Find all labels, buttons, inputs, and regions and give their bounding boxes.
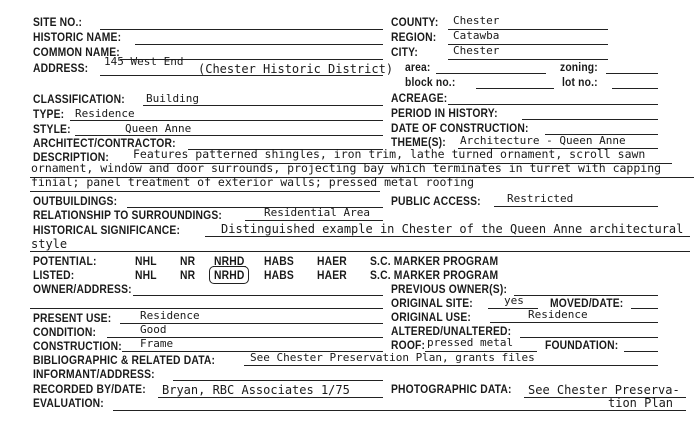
original-use-label: ORIGINAL USE: xyxy=(391,310,472,324)
public-access-label: PUBLIC ACCESS: xyxy=(391,194,481,208)
listed-label: LISTED: xyxy=(33,268,75,282)
photographic-label: PHOTOGRAPHIC DATA: xyxy=(391,382,512,396)
architect-label: ARCHITECT/CONTRACTOR: xyxy=(33,136,176,150)
present-use-label: PRESENT USE: xyxy=(33,311,112,325)
classification-line xyxy=(143,105,383,106)
potential-habs: HABS xyxy=(264,254,294,268)
bibliographic-value: See Chester Preservation Plan, grants files xyxy=(250,351,535,364)
bibliographic-label: BIBLIOGRAPHIC & RELATED DATA: xyxy=(33,353,216,367)
photographic-value-line-1: See Chester Preserva- xyxy=(528,383,680,397)
address-value: 145 West End xyxy=(104,55,184,68)
owner-address-label: OWNER/ADDRESS: xyxy=(33,282,132,296)
public-access-value: Restricted xyxy=(507,192,574,205)
address-line xyxy=(100,75,383,76)
site-no-line xyxy=(100,29,383,30)
construction-value: Frame xyxy=(140,337,174,350)
period-line xyxy=(522,119,658,120)
original-use-value: Residence xyxy=(528,308,588,321)
site-no-label: SITE NO.: xyxy=(33,15,83,29)
nrhd-circle-mark xyxy=(209,266,249,284)
listed-nrhd: NRHD xyxy=(214,268,245,282)
present-use-value: Residence xyxy=(140,309,200,322)
potential-label: POTENTIAL: xyxy=(33,254,97,268)
recorded-label: RECORDED BY/DATE: xyxy=(33,382,146,396)
roof-label: ROOF: xyxy=(391,338,426,352)
block-no-line xyxy=(476,88,554,89)
condition-value: Good xyxy=(140,323,167,336)
potential-nrhd: NRHD xyxy=(214,254,245,268)
historical-rule-2 xyxy=(30,251,690,252)
style-value: Queen Anne xyxy=(125,122,192,135)
potential-nr: NR xyxy=(180,254,196,268)
area-line xyxy=(436,73,546,74)
description-line-2: ornament, window and door surrounds, projecting bay which terminates in turret with capping xyxy=(31,161,662,175)
type-label: TYPE: xyxy=(33,107,65,121)
foundation-line xyxy=(624,351,658,352)
date-construction-label: DATE OF CONSTRUCTION: xyxy=(391,121,529,135)
potential-haer: HAER xyxy=(317,254,347,268)
recorded-line xyxy=(158,397,383,398)
period-label: PERIOD IN HISTORY: xyxy=(391,106,498,120)
original-use-line xyxy=(490,322,658,323)
original-site-value: yes xyxy=(504,294,524,307)
classification-value: Building xyxy=(146,92,199,105)
address-district: (Chester Historic District) xyxy=(198,62,394,76)
description-label: DESCRIPTION: xyxy=(33,150,110,164)
classification-label: CLASSIFICATION: xyxy=(33,92,125,106)
original-site-label: ORIGINAL SITE: xyxy=(391,296,473,310)
roof-value: pressed metal xyxy=(427,336,514,349)
relationship-value: Residential Area xyxy=(264,206,370,219)
acreage-line xyxy=(448,104,658,105)
photographic-value-line-2: tion Plan xyxy=(608,396,674,410)
acreage-label: ACREAGE: xyxy=(391,91,448,105)
potential-nhl: NHL xyxy=(135,254,157,268)
public-access-line xyxy=(494,206,658,207)
evaluation-label: EVALUATION: xyxy=(33,396,104,410)
lot-no-line xyxy=(612,88,658,89)
themes-label: THEME(S): xyxy=(391,135,446,149)
informant-line xyxy=(173,380,383,381)
lot-no-label: lot no.: xyxy=(562,75,598,89)
evaluation-line xyxy=(113,410,686,411)
zoning-line xyxy=(606,73,658,74)
informant-label: INFORMANT/ADDRESS: xyxy=(33,367,155,381)
owner-address-line xyxy=(133,295,383,296)
description-rule-3 xyxy=(30,191,380,192)
previous-owners-label: PREVIOUS OWNER(S): xyxy=(391,282,508,296)
block-no-label: block no.: xyxy=(405,75,456,89)
county-label: COUNTY: xyxy=(391,15,439,29)
foundation-label: FOUNDATION: xyxy=(545,338,619,352)
region-label: REGION: xyxy=(391,30,437,44)
moved-date-line xyxy=(631,308,658,309)
historical-significance-label: HISTORICAL SIGNIFICANCE: xyxy=(33,223,181,237)
zoning-label: zoning: xyxy=(560,60,598,74)
historical-value-line-2: style xyxy=(31,237,68,251)
condition-label: CONDITION: xyxy=(33,325,97,339)
relationship-label: RELATIONSHIP TO SURROUNDINGS: xyxy=(33,208,223,222)
bibliographic-line xyxy=(244,365,658,366)
description-line-1: Features patterned shingles, iron trim, lathe turned ornament, scroll sawn xyxy=(133,147,646,161)
altered-label: ALTERED/UNALTERED: xyxy=(391,324,512,338)
style-label: STYLE: xyxy=(33,122,71,136)
themes-value: Architecture - Queen Anne xyxy=(460,134,626,147)
potential-sc-marker: S.C. MARKER PROGRAM xyxy=(370,254,499,268)
city-label: CITY: xyxy=(391,45,419,59)
historical-value-line-1: Distinguished example in Chester of the Queen Anne architectural xyxy=(221,222,684,236)
listed-haer: HAER xyxy=(317,268,347,282)
listed-habs: HABS xyxy=(264,268,294,282)
historical-rule-1 xyxy=(205,236,690,237)
region-value: Catawba xyxy=(453,29,500,42)
county-value: Chester xyxy=(453,14,500,27)
area-label: area: xyxy=(405,60,431,74)
owner-address-line-2 xyxy=(30,308,383,309)
historic-name-line xyxy=(135,44,383,45)
common-name-label: COMMON NAME: xyxy=(33,45,120,59)
recorded-value: Bryan, RBC Associates 1/75 xyxy=(162,383,350,397)
construction-label: CONSTRUCTION: xyxy=(33,339,122,353)
historic-name-label: HISTORIC NAME: xyxy=(33,30,122,44)
outbuildings-label: OUTBUILDINGS: xyxy=(33,194,118,208)
city-value: Chester xyxy=(453,44,500,57)
type-value: Residence xyxy=(75,107,135,120)
listed-sc-marker: S.C. MARKER PROGRAM xyxy=(370,268,499,282)
listed-nhl: NHL xyxy=(135,268,157,282)
relationship-line xyxy=(245,220,383,221)
listed-nr: NR xyxy=(180,268,196,282)
moved-date-label: MOVED/DATE: xyxy=(550,296,624,310)
type-line xyxy=(70,120,383,121)
description-line-3: finial; panel treatment of exterior walls; pressed metal roofing xyxy=(31,175,475,189)
address-label: ADDRESS: xyxy=(33,61,89,75)
